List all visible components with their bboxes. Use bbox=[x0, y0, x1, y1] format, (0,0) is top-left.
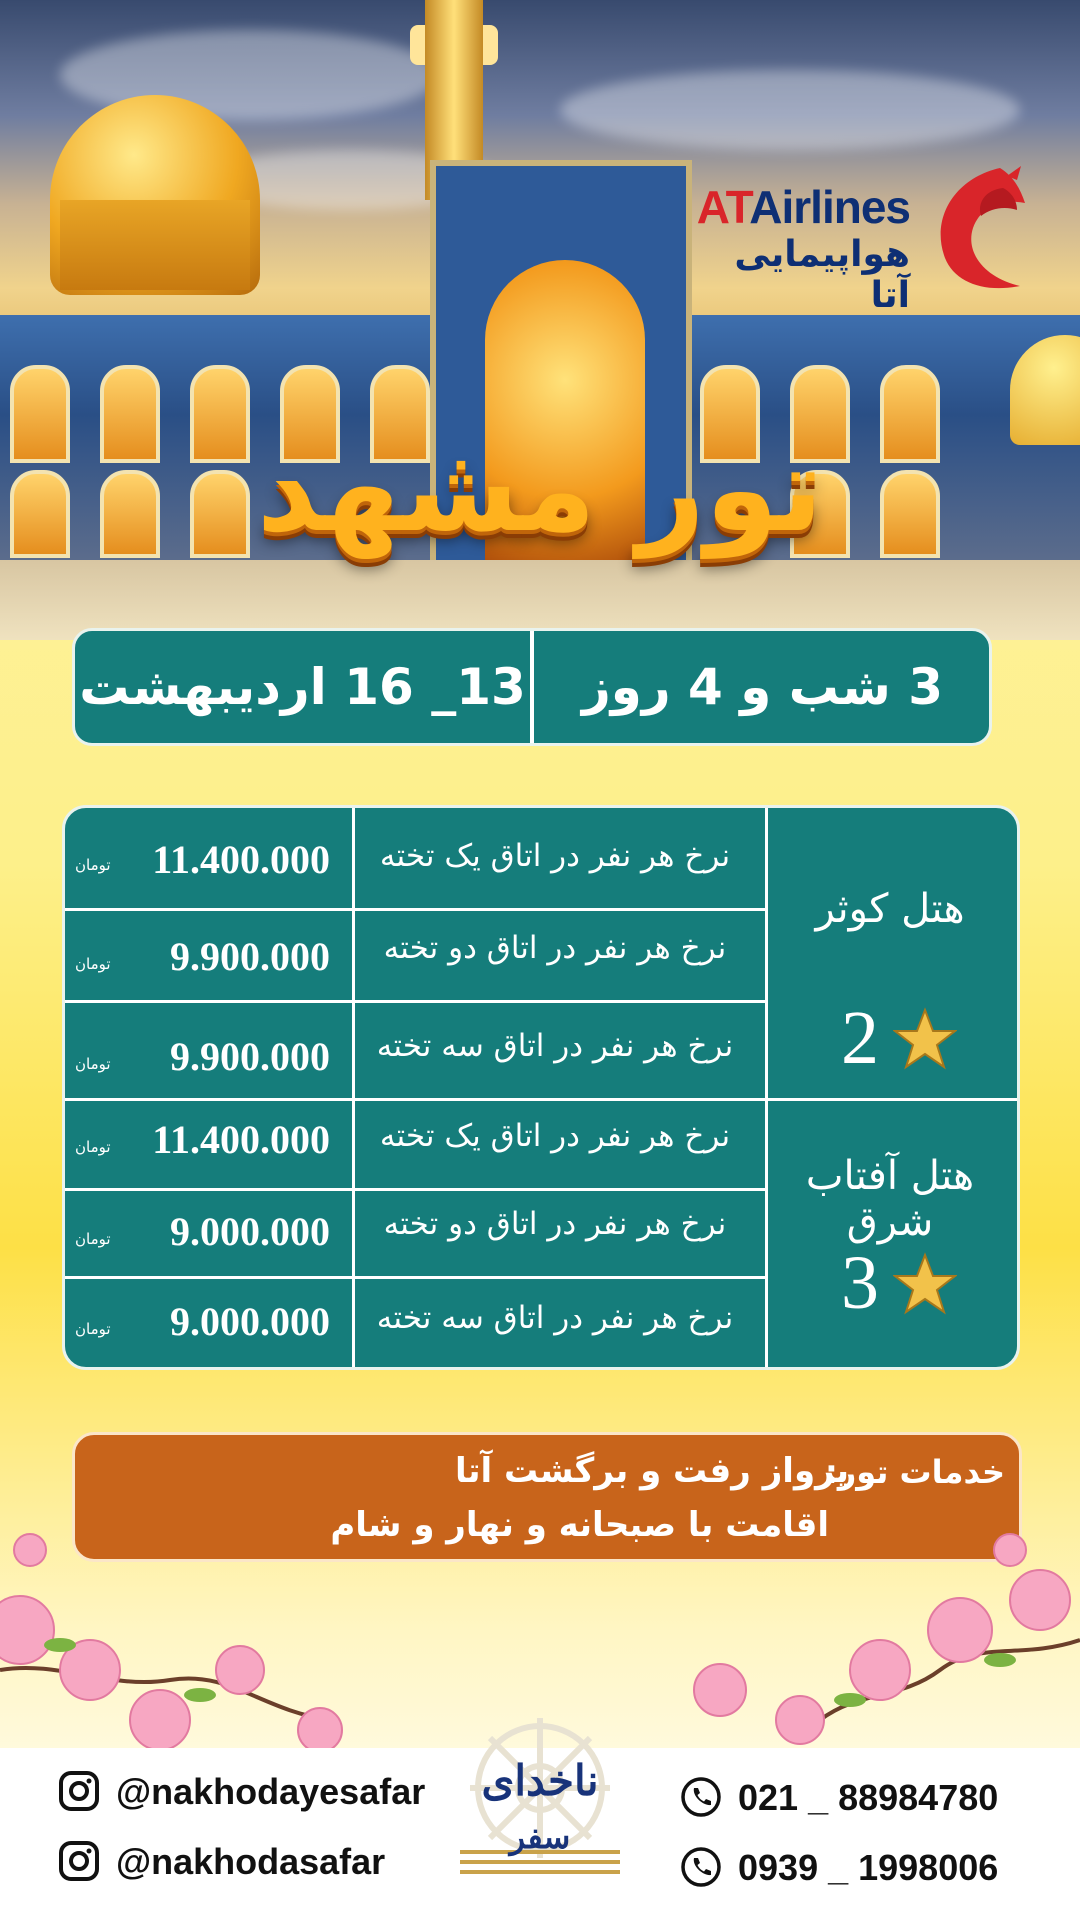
star-count: 3 bbox=[841, 1241, 879, 1325]
trip-info-bar bbox=[72, 628, 992, 746]
dome-drum bbox=[60, 200, 250, 290]
phone-contact[interactable] bbox=[680, 1838, 1070, 1898]
brand-name: ناخدای bbox=[481, 1756, 599, 1805]
airline-name-en: ATAirlines bbox=[696, 181, 910, 233]
phone-number: 0939 _ 1998006 bbox=[738, 1847, 999, 1888]
room-type-label: نرخ هر نفر در اتاق یک تخته bbox=[379, 838, 731, 874]
currency-label: تومان bbox=[75, 1320, 111, 1338]
star-icon bbox=[893, 1007, 957, 1071]
price-cell bbox=[65, 933, 350, 983]
hotel-name: هتل کوثر bbox=[815, 886, 965, 932]
cloud bbox=[560, 70, 1020, 150]
hotel-name: هتل آفتاب شرق bbox=[805, 1153, 975, 1245]
instagram-icon bbox=[58, 1840, 100, 1882]
instagram-icon bbox=[58, 1770, 100, 1812]
price-cell bbox=[65, 836, 350, 886]
phone-icon bbox=[680, 1776, 722, 1818]
instagram-handle: @nakhodayesafar bbox=[116, 1771, 426, 1812]
page-title: تور مشهد bbox=[256, 420, 824, 558]
price-value: 9.000.000 bbox=[170, 1299, 330, 1344]
divider bbox=[65, 908, 765, 911]
price-value: 9.900.000 bbox=[170, 934, 330, 979]
price-value: 9.000.000 bbox=[170, 1209, 330, 1254]
trip-dates: 13_ 16 اردیبهشت bbox=[79, 658, 526, 716]
currency-label: تومان bbox=[75, 856, 111, 874]
airline-logo-icon bbox=[925, 158, 1045, 298]
phone-number: 021 _ 88984780 bbox=[738, 1777, 999, 1818]
instagram-handle: @nakhodasafar bbox=[116, 1841, 386, 1882]
divider bbox=[65, 1188, 765, 1191]
brand-name: سفر bbox=[509, 1818, 571, 1856]
star-count: 2 bbox=[841, 996, 879, 1080]
price-value: 11.400.000 bbox=[152, 837, 330, 882]
divider bbox=[65, 1098, 1020, 1101]
services-line: پرواز رفت و برگشت آتا bbox=[454, 1451, 849, 1491]
phone-icon bbox=[680, 1846, 722, 1888]
price-table bbox=[62, 805, 1020, 1370]
room-type-label: نرخ هر نفر در اتاق دو تخته bbox=[383, 930, 727, 966]
brand-logo bbox=[430, 1718, 650, 1898]
currency-label: تومان bbox=[75, 955, 111, 973]
price-value: 11.400.000 bbox=[152, 1117, 330, 1162]
divider bbox=[65, 1000, 765, 1003]
currency-label: تومان bbox=[75, 1055, 111, 1073]
price-cell bbox=[65, 1298, 350, 1348]
price-cell bbox=[65, 1208, 350, 1258]
hotel-rating bbox=[825, 993, 975, 1083]
currency-label: تومان bbox=[75, 1230, 111, 1248]
divider bbox=[530, 631, 534, 743]
phone-contact[interactable] bbox=[680, 1768, 1070, 1828]
room-type-label: نرخ هر نفر در اتاق سه تخته bbox=[376, 1028, 734, 1064]
currency-label: تومان bbox=[75, 1138, 111, 1156]
price-value: 9.900.000 bbox=[170, 1034, 330, 1079]
services-line: اقامت با صبحانه و نهار و شام bbox=[330, 1505, 829, 1545]
hotel-rating bbox=[825, 1238, 975, 1328]
price-cell bbox=[65, 1033, 350, 1083]
divider bbox=[65, 1276, 765, 1279]
airline-name-fa: هواپیمایی آتا bbox=[734, 234, 910, 316]
star-icon bbox=[893, 1252, 957, 1316]
services-heading: خدمات تور: bbox=[825, 1453, 1005, 1491]
instagram-contact[interactable] bbox=[58, 1762, 438, 1822]
instagram-contact[interactable] bbox=[58, 1832, 438, 1892]
room-type-label: نرخ هر نفر در اتاق دو تخته bbox=[383, 1206, 727, 1242]
ship-wheel-icon bbox=[430, 1718, 650, 1898]
price-cell bbox=[65, 1116, 350, 1166]
trip-duration: 3 شب و 4 روز bbox=[581, 658, 944, 716]
divider bbox=[352, 808, 355, 1370]
room-type-label: نرخ هر نفر در اتاق سه تخته bbox=[376, 1300, 734, 1336]
room-type-label: نرخ هر نفر در اتاق یک تخته bbox=[379, 1118, 731, 1154]
